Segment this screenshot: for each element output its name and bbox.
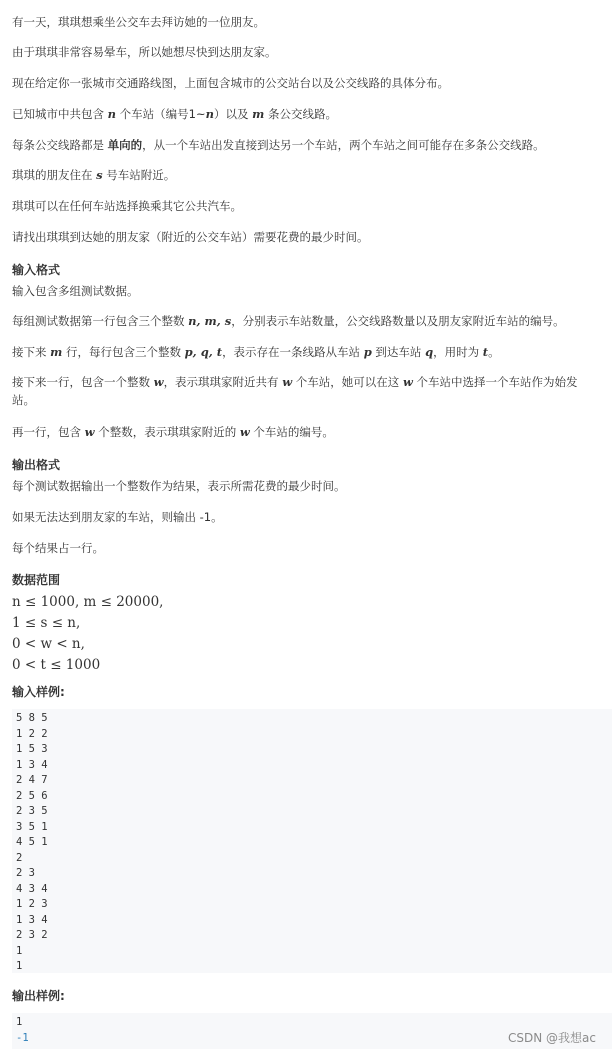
text: 已知城市中共包含 [12, 107, 108, 121]
code-line: 2 3 [16, 867, 35, 879]
var-w: w [153, 375, 164, 389]
code-line: 1 3 4 [16, 913, 48, 926]
text: 每条公交线路都是 [12, 138, 108, 152]
code-line: 4 5 1 [16, 836, 48, 848]
text: ）以及 [214, 107, 253, 121]
code-line: 2 5 6 [16, 789, 48, 802]
text: 接下来 [12, 345, 51, 359]
code-line: 1 5 3 [16, 743, 48, 755]
input-p1: 输入包含多组测试数据。 [12, 284, 139, 298]
input-p5 [12, 424, 334, 441]
var-t: t [482, 345, 489, 359]
var-w: w [282, 375, 293, 389]
paragraph-transfer: 琪琪可以在任何车站选择换乘其它公共汽车。 [12, 199, 242, 213]
text: 行，每行包含三个整数 [62, 345, 185, 359]
var-p: p [363, 345, 372, 359]
text: ，分别表示车站数量，公交线路数量以及朋友家附近车站的编号。 [231, 314, 565, 328]
input-p3 [12, 344, 500, 361]
text: ，用时为 [433, 345, 483, 359]
paragraph-task: 请找出琪琪到达她的朋友家（附近的公交车站）需要花费的最少时间。 [12, 230, 369, 244]
range-line: 1 ≤ s ≤ n, [12, 615, 81, 631]
sample-output-heading: 输出样例: [12, 989, 65, 1003]
code-line: 1 2 3 [16, 898, 48, 910]
text: 个车站中选择一个车站作为始发 [412, 375, 578, 389]
code-line: -1 [16, 1031, 29, 1044]
vars-pqt: p, q, t [184, 345, 223, 359]
paragraph-one-way [12, 137, 545, 154]
var-m: m [50, 345, 63, 359]
csdn-watermark: CSDN @我想ac [508, 1031, 596, 1045]
output-p3: 每个结果占一行。 [12, 541, 104, 555]
range-line: n ≤ 1000, m ≤ 20000, [12, 594, 164, 610]
code-line: 5 8 5 [16, 712, 48, 724]
var-m: m [252, 107, 265, 121]
code-line: 2 3 2 [16, 929, 48, 941]
input-p4 [12, 374, 578, 391]
output-format-heading: 输出格式 [12, 458, 61, 472]
var-s: s [96, 168, 103, 182]
text: ，从一个车站出发直接到达另一个车站，两个车站之间可能存在多条公交线路。 [142, 138, 545, 152]
code-line: 2 3 5 [16, 805, 48, 817]
code-line: 1 [16, 944, 23, 957]
text: 到达车站 [371, 345, 426, 359]
vars-nms: n, m, s [188, 314, 232, 328]
sample-input-heading: 输入样例: [12, 685, 65, 699]
code-line: 2 4 7 [16, 774, 48, 786]
text: 个整数，表示琪琪家附近的 [94, 425, 240, 439]
paragraph-friend [12, 167, 175, 184]
input-p4-line2: 站。 [12, 393, 35, 407]
var-q: q [425, 345, 434, 359]
var-n: n [107, 107, 117, 121]
text: 号车站附近。 [102, 168, 176, 182]
text: ，表示存在一条线路从车站 [222, 345, 364, 359]
code-line: 1 2 2 [16, 727, 48, 740]
code-line: 1 [16, 960, 23, 972]
text: 个车站，她可以在这 [292, 375, 403, 389]
sample-input-block[interactable] [12, 709, 612, 973]
text: 接下来一行，包含一个整数 [12, 375, 154, 389]
var-w: w [402, 375, 413, 389]
paragraph-stations [12, 106, 337, 123]
code-line: 1 3 4 [16, 758, 48, 771]
data-range-block [12, 592, 163, 676]
output-p1: 每个测试数据输出一个整数作为结果，表示所需花费的最少时间。 [12, 479, 346, 493]
paragraph-intro-1: 有一天，琪琪想乘坐公交车去拜访她的一位朋友。 [12, 15, 265, 29]
var-w: w [84, 425, 95, 439]
text: 。 [488, 345, 500, 359]
text: 琪琪的朋友住在 [12, 168, 97, 182]
var-n: n [205, 107, 215, 121]
input-format-heading: 输入格式 [12, 263, 61, 277]
paragraph-intro-2: 由于琪琪非常容易晕车，所以她想尽快到达朋友家。 [12, 45, 277, 59]
code-line: 3 5 1 [16, 820, 48, 833]
var-w: w [239, 425, 250, 439]
range-line: 0 < t ≤ 1000 [12, 657, 101, 673]
code-line: 4 3 4 [16, 882, 48, 895]
text: 每组测试数据第一行包含三个整数 [12, 314, 189, 328]
text: ，表示琪琪家附近共有 [163, 375, 283, 389]
input-p2 [12, 313, 565, 330]
text: 个车站的编号。 [249, 425, 334, 439]
text: 个车站（编号1~ [116, 107, 206, 121]
code-line: 1 [16, 1016, 23, 1028]
text: 再一行，包含 [12, 425, 85, 439]
range-line: 0 < w < n, [12, 636, 85, 652]
text: 条公交线路。 [264, 107, 337, 121]
bold-text: 单向的 [107, 138, 143, 152]
output-p2: 如果无法达到朋友家的车站，则输出 -1。 [12, 510, 223, 524]
data-range-heading: 数据范围 [12, 573, 61, 587]
code-line: 2 [16, 851, 23, 864]
paragraph-intro-3: 现在给定你一张城市交通路线图，上面包含城市的公交站台以及公交线路的具体分布。 [12, 76, 449, 90]
